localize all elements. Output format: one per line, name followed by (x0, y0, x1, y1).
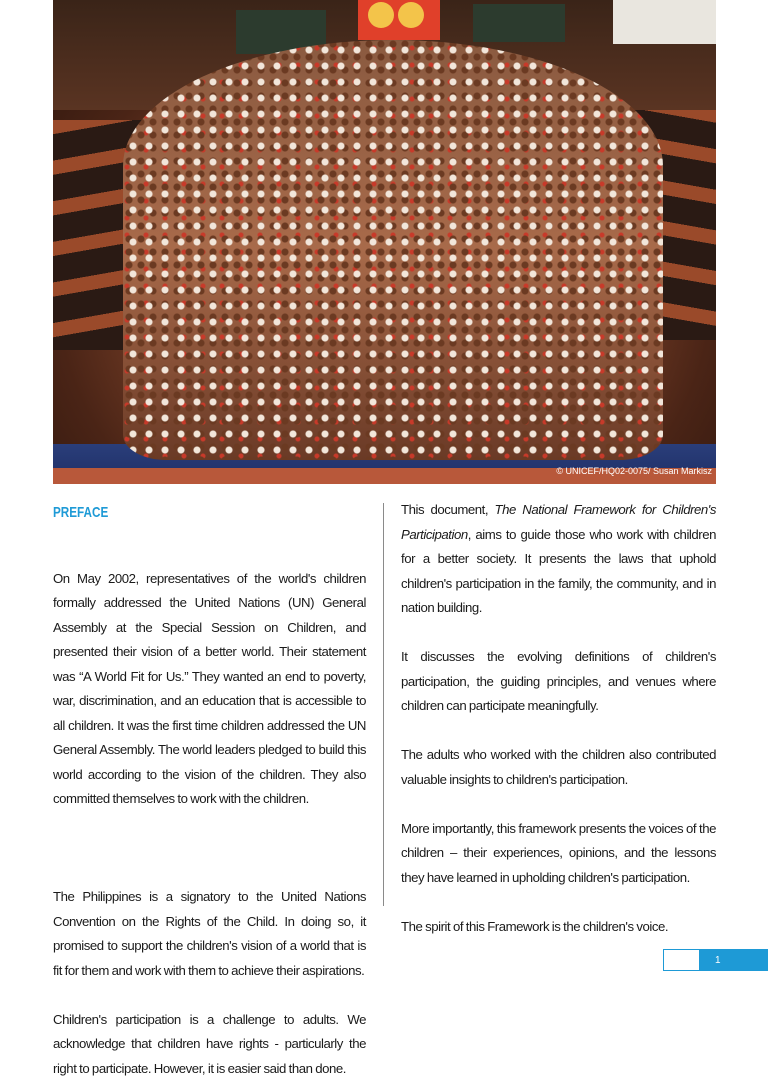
page-number: 1 (699, 949, 768, 971)
paragraph-challenge-to-adults: Children's participation is a challenge to adults. We acknowledge that children have rights - particularly the right to participate. However, it is easier said than done. (53, 1008, 366, 1081)
column-divider (383, 503, 384, 906)
paragraph-un-special-session: On May 2002, representatives of the world's children formally addressed the United Nations (UN) General Assembly at the Special Session on Children, and presented their vision of a better world. Their statement was “A World Fit for Us.” They wanted an end to poverty, war, discrimination, and an education that is accessible to all children. It was the first time children addressed the UN General Assembly. The world leaders pledged to build this world according to the vision of the children. They also committed themselves to work with the children. (53, 567, 366, 812)
photo-crowd (123, 40, 663, 460)
paragraph-philippines-signatory: The Philippines is a signatory to the United Nations Convention on the Rights of the Child. In doing so, it promised to support the children's vision of a world that is fit for them and work with them to achieve their aspirations. (53, 885, 366, 983)
document-purpose-prefix: This document, (401, 502, 495, 517)
section-heading: PREFACE (53, 504, 297, 542)
paragraph-spirit: The spirit of this Framework is the children's voice. (401, 915, 716, 940)
document-purpose-suffix: , aims to guide those who work with children for a better society. It presents the laws that uphold children's participation in the family, the community, and in nation building. (401, 527, 716, 616)
left-column (53, 498, 366, 1081)
right-column (401, 498, 716, 939)
hero-photo (53, 0, 716, 484)
paragraph-adult-insights: The adults who worked with the children also contributed valuable insights to children's participation. (401, 743, 716, 792)
framework-title: The National Framework for Children's Participation (401, 502, 716, 542)
photo-banner (358, 0, 440, 40)
paragraph-children-voices: More importantly, this framework presents the voices of the children – their experiences, opinions, and the lessons they have learned in upholding children's participation. (401, 817, 716, 891)
photo-screen (613, 0, 716, 44)
paragraph-document-purpose (401, 498, 716, 621)
photo-window-right (473, 4, 565, 42)
paragraph-definitions: It discusses the evolving definitions of children's participation, the guiding principles, and venues where children can participate meaningfully. (401, 645, 716, 719)
photo-credit: © UNICEF/HQ02-0075/ Susan Markisz (556, 466, 712, 476)
